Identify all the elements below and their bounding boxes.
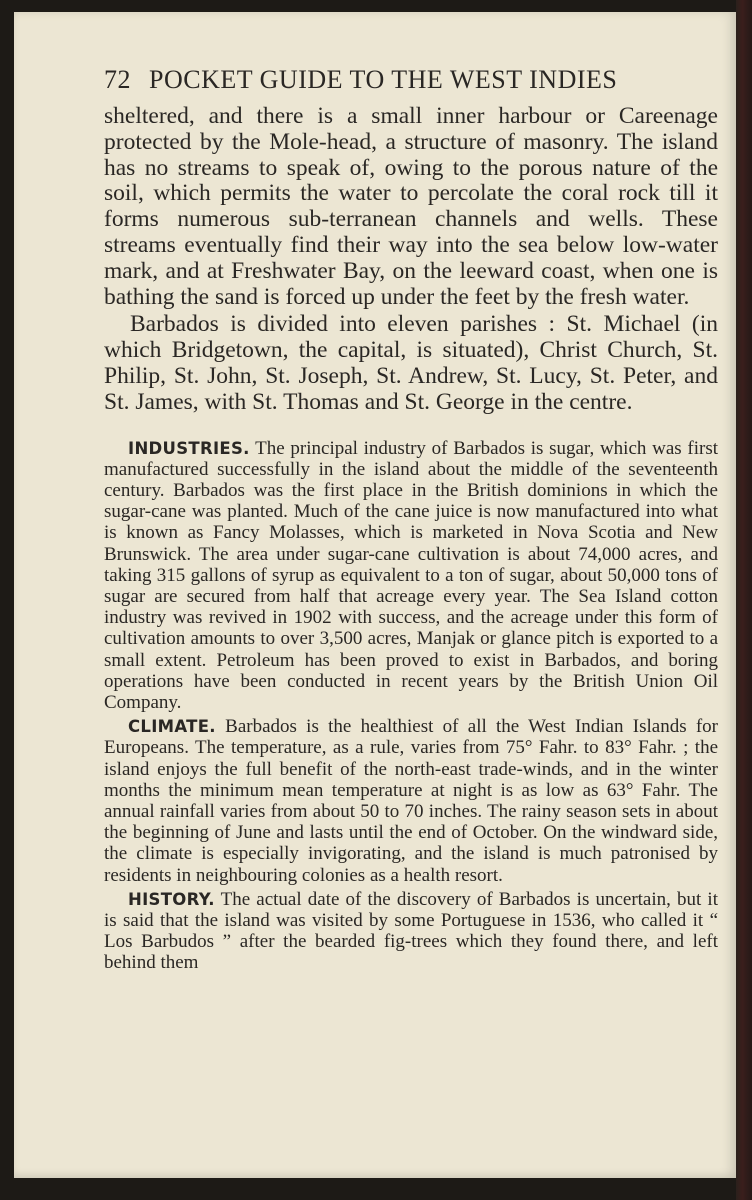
section-history [104, 889, 718, 974]
running-title: POCKET GUIDE TO THE WEST INDIES [149, 65, 618, 94]
page-number: 72 [104, 65, 131, 94]
running-header [104, 62, 718, 98]
paragraph-parishes: Barbados is divided into eleven parishes : St. Michael (in which Bridgetown, the capital, is situated), Christ Church, St. Philip, St. John, St. Joseph, St. Andrew, St. Lucy, St. Peter, and St. James, with St. Thomas and St. George in the centre. [104, 311, 718, 415]
section-text-history: The actual date of the discovery of Barbados is uncertain, but it is said that the island was visited by some Portuguese in 1536, who called it “ Los Barbudos ” after the bearded fig-trees which they found there, and left behind them [104, 888, 718, 974]
book-cover-edge [736, 0, 752, 1200]
section-heading-industries: INDUSTRIES. [128, 438, 250, 458]
section-climate [104, 716, 718, 886]
section-heading-history: HISTORY. [128, 889, 215, 909]
page-text [104, 62, 718, 974]
section-industries [104, 438, 718, 714]
paragraph-harbour: sheltered, and there is a small inner harbour or Careenage protected by the Mole-head, a structure of masonry. The island has no streams to speak of, owing to the porous nature of the soil, which permits the water to percolate the coral rock till it forms numerous sub-terranean channels and wells. These streams eventually find their way into the sea below low-water mark, and at Freshwater Bay, on the leeward coast, when one is bathing the sand is forced up under the feet by the fresh water. [104, 103, 718, 310]
section-heading-climate: CLIMATE. [128, 717, 216, 737]
section-text-climate: Barbados is the healthiest of all the West Indian Islands for Europeans. The temperature, as a rule, varies from 75° Fahr. to 83° Fahr. ; the island enjoys the full benefit of the north-east trade-winds, and in the winter months the minimum mean temperature at night is as low as 63° Fahr. The annual rainfall varies from about 50 to 70 inches. The rainy season sets in about the beginning of June and lasts until the end of October. On the windward side, the climate is especially invigorating, and the island is much patronised by residents in neighbouring colonies as a health resort. [104, 716, 719, 886]
book-page [14, 12, 736, 1178]
section-text-industries: The principal industry of Barbados is sugar, which was first manufactured successfully in the island about the middle of the seventeenth century. Barbados was the first place in the British dominions in which the sugar-cane was planted. Much of the cane juice is now manufactured into what is known as Fancy Molasses, which is marketed in Nova Scotia and New Brunswick. The area under sugar-cane cultivation is about 74,000 acres, and taking 315 gallons of syrup as equivalent to a ton of sugar, about 50,000 tons of sugar are secured from half that acreage every year. The Sea Island cotton industry was revived in 1902 with success, and the acreage under this form of cultivation amounts to over 3,500 acres, Manjak or glance pitch is exported to a small extent. Petroleum has been proved to exist in Barbados, and boring operations have been conducted in recent years by the British Union Oil Company. [104, 437, 718, 713]
